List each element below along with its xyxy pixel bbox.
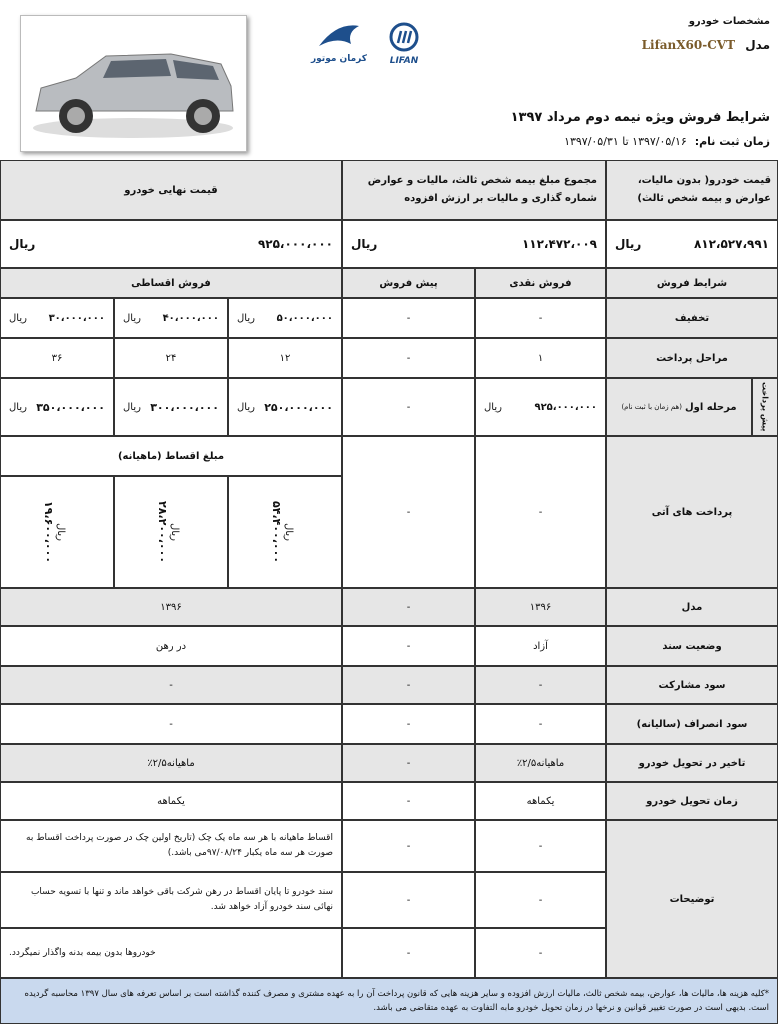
cash-note-1: - <box>475 820 606 872</box>
cash-note-3: - <box>475 928 606 978</box>
prepayment-label: پیش پرداخت <box>760 382 770 432</box>
first-stage-value: ۲۵۰،۰۰۰،۰۰۰ <box>264 400 333 414</box>
installment-first-36 <box>0 378 114 436</box>
presale-stages: - <box>342 338 475 378</box>
monthly-12 <box>228 476 342 588</box>
monthly-currency: ریال <box>55 523 66 541</box>
first-stage-value: ۳۵۰،۰۰۰،۰۰۰ <box>36 400 105 414</box>
conditions-label: شرایط فروش <box>606 268 778 298</box>
installment-months-12: ۱۲ <box>228 338 342 378</box>
first-stage-label: مرحله اول <box>684 401 737 413</box>
presale-document: - <box>342 626 475 666</box>
first-stage-currency: ریال <box>123 401 141 413</box>
presale-model: - <box>342 588 475 626</box>
cash-note-2: - <box>475 872 606 928</box>
presale-discount: - <box>342 298 475 338</box>
installment-document: در رهن <box>0 626 342 666</box>
presale-note-3: - <box>342 928 475 978</box>
specs-title: مشخصات خودرو <box>688 16 770 27</box>
cash-future: - <box>475 436 606 588</box>
final-price-header: قیمت نهایی خودرو <box>0 160 342 220</box>
discount-currency: ریال <box>237 312 255 324</box>
monthly-currency: ریال <box>169 523 180 541</box>
monthly-36 <box>0 476 114 588</box>
installment-months-24: ۲۴ <box>114 338 228 378</box>
presale-future: - <box>342 436 475 588</box>
base-price-currency: ریال <box>615 237 642 251</box>
lifan-logo-text: LIFAN <box>389 56 419 66</box>
monthly-24 <box>114 476 228 588</box>
discount-label: تخفیف <box>606 298 778 338</box>
prepayment-label-cell <box>752 378 778 436</box>
installment-cancellation: - <box>0 704 342 744</box>
installment-discount-36 <box>0 298 114 338</box>
future-payments-label: پرداخت های آتی <box>606 436 778 588</box>
kerman-motor-logo <box>308 22 370 72</box>
presale-note-2: - <box>342 872 475 928</box>
model-row <box>642 38 770 52</box>
presale-delay: - <box>342 744 475 782</box>
monthly-header: مبلغ اقساط (ماهیانه) <box>0 436 342 476</box>
taxes-cell <box>342 220 606 268</box>
taxes-currency: ریال <box>351 237 378 251</box>
model-value: LifanX60-CVT <box>641 38 736 52</box>
note-installments: اقساط ماهیانه با هر سه ماه یک چک (تاریخ اولین چک در صورت پرداخت اقساط به صورت هر سه ماه یکبار ۹۷/۰۸/۲۴می باشد.) <box>0 820 342 872</box>
monthly-value: ۵۴،۴۰۰،۰۰۰ <box>270 500 283 564</box>
taxes-header: مجموع مبلغ بیمه شخص ثالث، مالیات و عوارض شماره گذاری و مالیات بر ارزش افزوده <box>342 160 606 220</box>
installment-first-12 <box>228 378 342 436</box>
lifan-logo <box>380 22 428 72</box>
presale-header: پیش فروش <box>342 268 475 298</box>
conditions-title: شرایط فروش ویژه نیمه دوم مرداد ۱۳۹۷ <box>510 110 770 125</box>
cash-delay: ٪۲/۵ماهیانه <box>475 744 606 782</box>
bird-icon <box>317 22 361 50</box>
installment-header: فروش اقساطی <box>0 268 342 298</box>
cash-stages: ۱ <box>475 338 606 378</box>
final-price-cell <box>0 220 342 268</box>
footer-note: *کلیه هزینه ها، مالیات ها، عوارض، بیمه شخص ثالث، مالیات ارزش افزوده و سایر هزینه هایی که قانون پرداخت آن را به عهده مشتری و مصرف کننده گذاشته است بر اساس تعرفه های سال ۱۳۹۷ محاسبه گردیده است. بدیهی است در صورت تغییر قوانین و نرخها در زمان تحویل خودرو مابه التفاوت به عهده متقاضی می باشد. <box>0 978 778 1024</box>
cash-first-stage-value: ۹۲۵،۰۰۰،۰۰۰ <box>534 401 597 413</box>
base-price-header: قیمت خودرو( بدون مالیات، عوارض و بیمه شخص ثالث) <box>606 160 778 220</box>
base-price-value: ۸۱۲،۵۲۷،۹۹۱ <box>693 237 769 251</box>
first-stage-note: (هم زمان با ثبت نام) <box>621 403 682 411</box>
presale-cancellation: - <box>342 704 475 744</box>
installment-first-24 <box>114 378 228 436</box>
cash-discount: - <box>475 298 606 338</box>
first-stage-currency: ریال <box>237 401 255 413</box>
installment-months-36: ۳۶ <box>0 338 114 378</box>
payment-stages-label: مراحل پرداخت <box>606 338 778 378</box>
registration-row <box>564 135 770 148</box>
cash-document: آزاد <box>475 626 606 666</box>
first-stage-currency: ریال <box>9 401 27 413</box>
presale-first-stage: - <box>342 378 475 436</box>
model-label-cell: مدل <box>606 588 778 626</box>
presale-delivery-time: - <box>342 782 475 820</box>
note-insurance: خودروها بدون بیمه بدنه واگذار نمیگردد. <box>0 928 342 978</box>
cash-model: ۱۳۹۶ <box>475 588 606 626</box>
partnership-profit-label: سود مشارکت <box>606 666 778 704</box>
car-photo-frame <box>20 15 247 152</box>
discount-currency: ریال <box>123 312 141 324</box>
presale-partnership: - <box>342 666 475 704</box>
discount-currency: ریال <box>9 312 27 324</box>
installment-discount-12 <box>228 298 342 338</box>
discount-value: ۳۰،۰۰۰،۰۰۰ <box>48 312 105 324</box>
cash-cancellation: - <box>475 704 606 744</box>
car-image <box>21 16 246 151</box>
lifan-emblem-icon <box>389 22 419 52</box>
cash-first-stage <box>475 378 606 436</box>
monthly-currency: ریال <box>283 523 294 541</box>
installment-discount-24 <box>114 298 228 338</box>
notes-label: توضیحات <box>606 820 778 978</box>
taxes-value: ۱۱۲،۴۷۲،۰۰۹ <box>521 237 597 251</box>
monthly-value: ۱۹،۶۰۰،۰۰۰ <box>42 500 55 564</box>
base-price-cell <box>606 220 778 268</box>
installment-model: ۱۳۹۶ <box>0 588 342 626</box>
cancellation-profit-label: سود انصراف (سالیانه) <box>606 704 778 744</box>
cash-partnership: - <box>475 666 606 704</box>
registration-value: ۱۳۹۷/۰۵/۱۶ تا ۱۳۹۷/۰۵/۳۱ <box>564 135 687 148</box>
delivery-time-label: زمان تحویل خودرو <box>606 782 778 820</box>
delivery-delay-label: تاخیر در تحویل خودرو <box>606 744 778 782</box>
installment-partnership: - <box>0 666 342 704</box>
document-status-label: وضعیت سند <box>606 626 778 666</box>
model-label: مدل <box>745 38 770 52</box>
discount-value: ۴۰،۰۰۰،۰۰۰ <box>162 312 219 324</box>
final-price-currency: ریال <box>9 237 36 251</box>
installment-delivery-time: یکماهه <box>0 782 342 820</box>
first-stage-label-cell <box>606 378 752 436</box>
discount-value: ۵۰،۰۰۰،۰۰۰ <box>276 312 333 324</box>
cash-header: فروش نقدی <box>475 268 606 298</box>
final-price-value: ۹۲۵،۰۰۰،۰۰۰ <box>257 237 333 251</box>
cash-delivery-time: یکماهه <box>475 782 606 820</box>
installment-delay: ٪۲/۵ماهیانه <box>0 744 342 782</box>
note-document: سند خودرو تا پایان اقساط در رهن شرکت باقی خواهد ماند و تنها با تسویه حساب نهائی سند خودرو آزاد خواهد شد. <box>0 872 342 928</box>
monthly-value: ۲۸،۲۰۰،۰۰۰ <box>156 500 169 564</box>
first-stage-value: ۳۰۰،۰۰۰،۰۰۰ <box>150 400 219 414</box>
presale-note-1: - <box>342 820 475 872</box>
dealer-logo-text: کرمان موتور <box>310 54 368 64</box>
registration-label: زمان ثبت نام: <box>694 135 770 148</box>
cash-first-stage-currency: ریال <box>484 401 502 413</box>
